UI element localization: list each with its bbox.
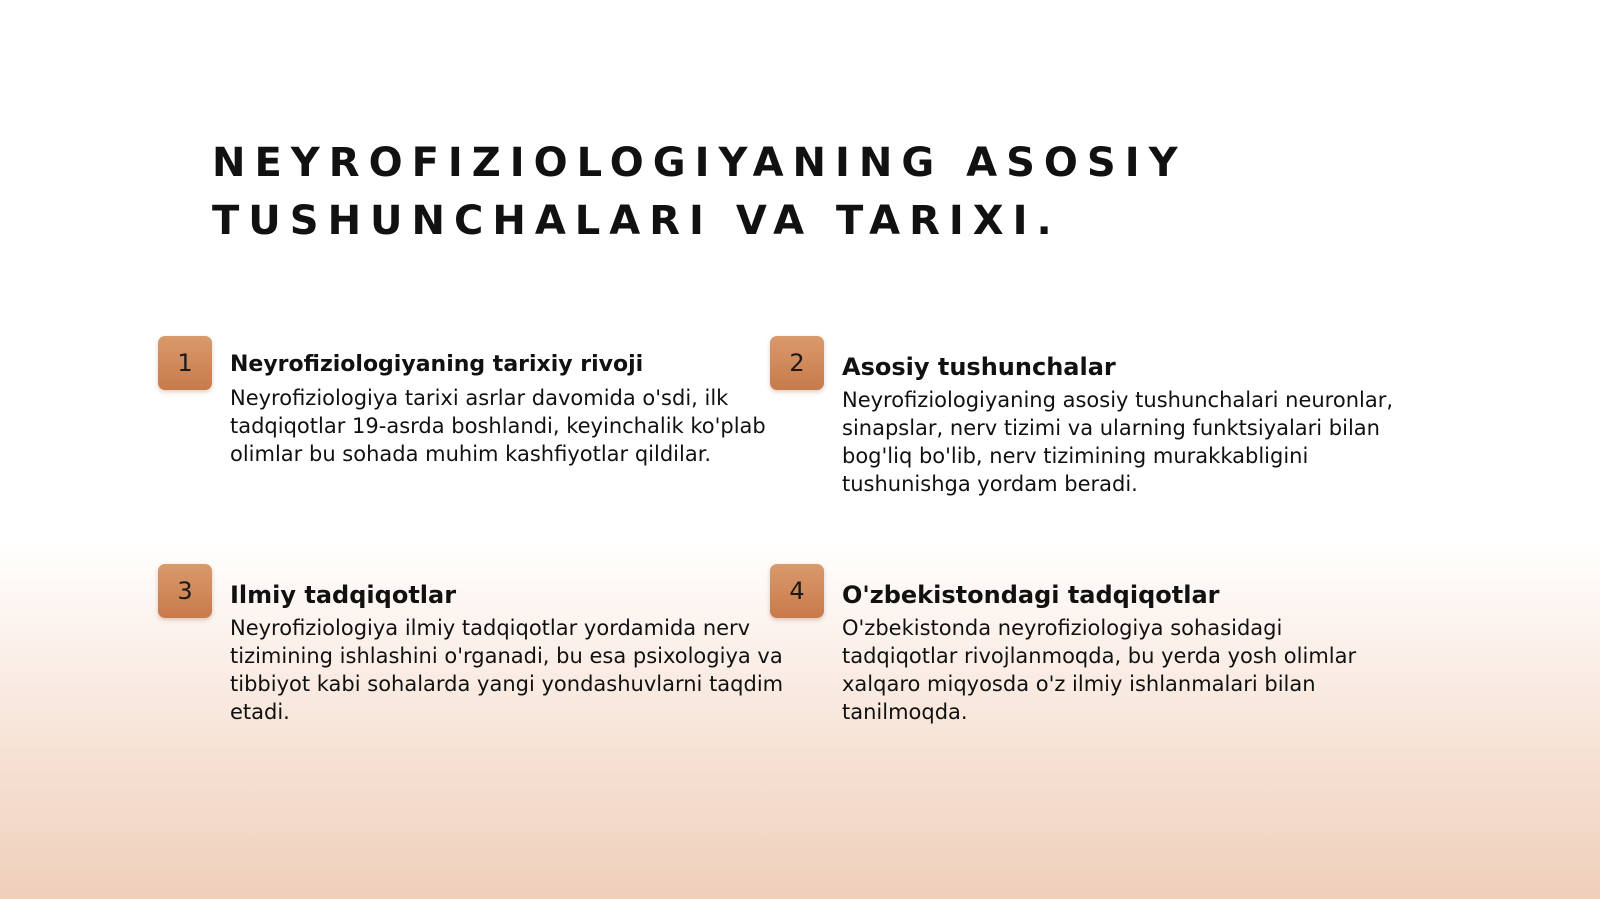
item-text-2: Neyrofiziologiyaning asosiy tushunchalari neuronlar, sinapslar, nerv tizimi va ularning funktsiyalari bilan bog'liq bo'lib, nerv tizimining murakkabligini tushunishga yordam beradi. xyxy=(842,388,1394,496)
number-badge-2: 2 xyxy=(770,336,824,390)
item-heading-3: Ilmiy tadqiqotlar xyxy=(230,581,457,609)
item-text-3: Neyrofiziologiya ilmiy tadqiqotlar yordamida nerv tizimining ishlashini o'rganadi, bu esa psixologiya va tibbiyot kabi sohalarda yangi yondashuvlarni taqdim etadi. xyxy=(230,616,784,724)
item-heading-1: Neyrofiziologiyaning tarixiy rivoji xyxy=(230,352,644,377)
item-body-1 xyxy=(230,350,790,468)
item-body-3 xyxy=(230,580,790,726)
item-text-1: Neyrofiziologiya tarixi asrlar davomida o'sdi, ilk tadqiqotlar 19-asrda boshlandi, keyinchalik ko'plab olimlar bu sohada muhim kashfiyotlar qildilar. xyxy=(230,386,766,466)
number-badge-3: 3 xyxy=(158,564,212,618)
item-body-2 xyxy=(842,352,1402,498)
item-heading-4: O'zbekistondagi tadqiqotlar xyxy=(842,581,1220,609)
item-heading-2: Asosiy tushunchalar xyxy=(842,353,1116,381)
item-text-4: O'zbekistonda neyrofiziologiya sohasidagi tadqiqotlar rivojlanmoqda, bu yerda yosh olimlar xalqaro miqyosda o'z ilmiy ishlanmalari bilan tanilmoqda. xyxy=(842,616,1357,724)
item-body-4 xyxy=(842,580,1402,726)
number-badge-4: 4 xyxy=(770,564,824,618)
number-badge-1: 1 xyxy=(158,336,212,390)
slide-title: NEYROFIZIOLOGIYANING ASOSIY TUSHUNCHALARI VA TARIXI. xyxy=(212,140,1187,244)
